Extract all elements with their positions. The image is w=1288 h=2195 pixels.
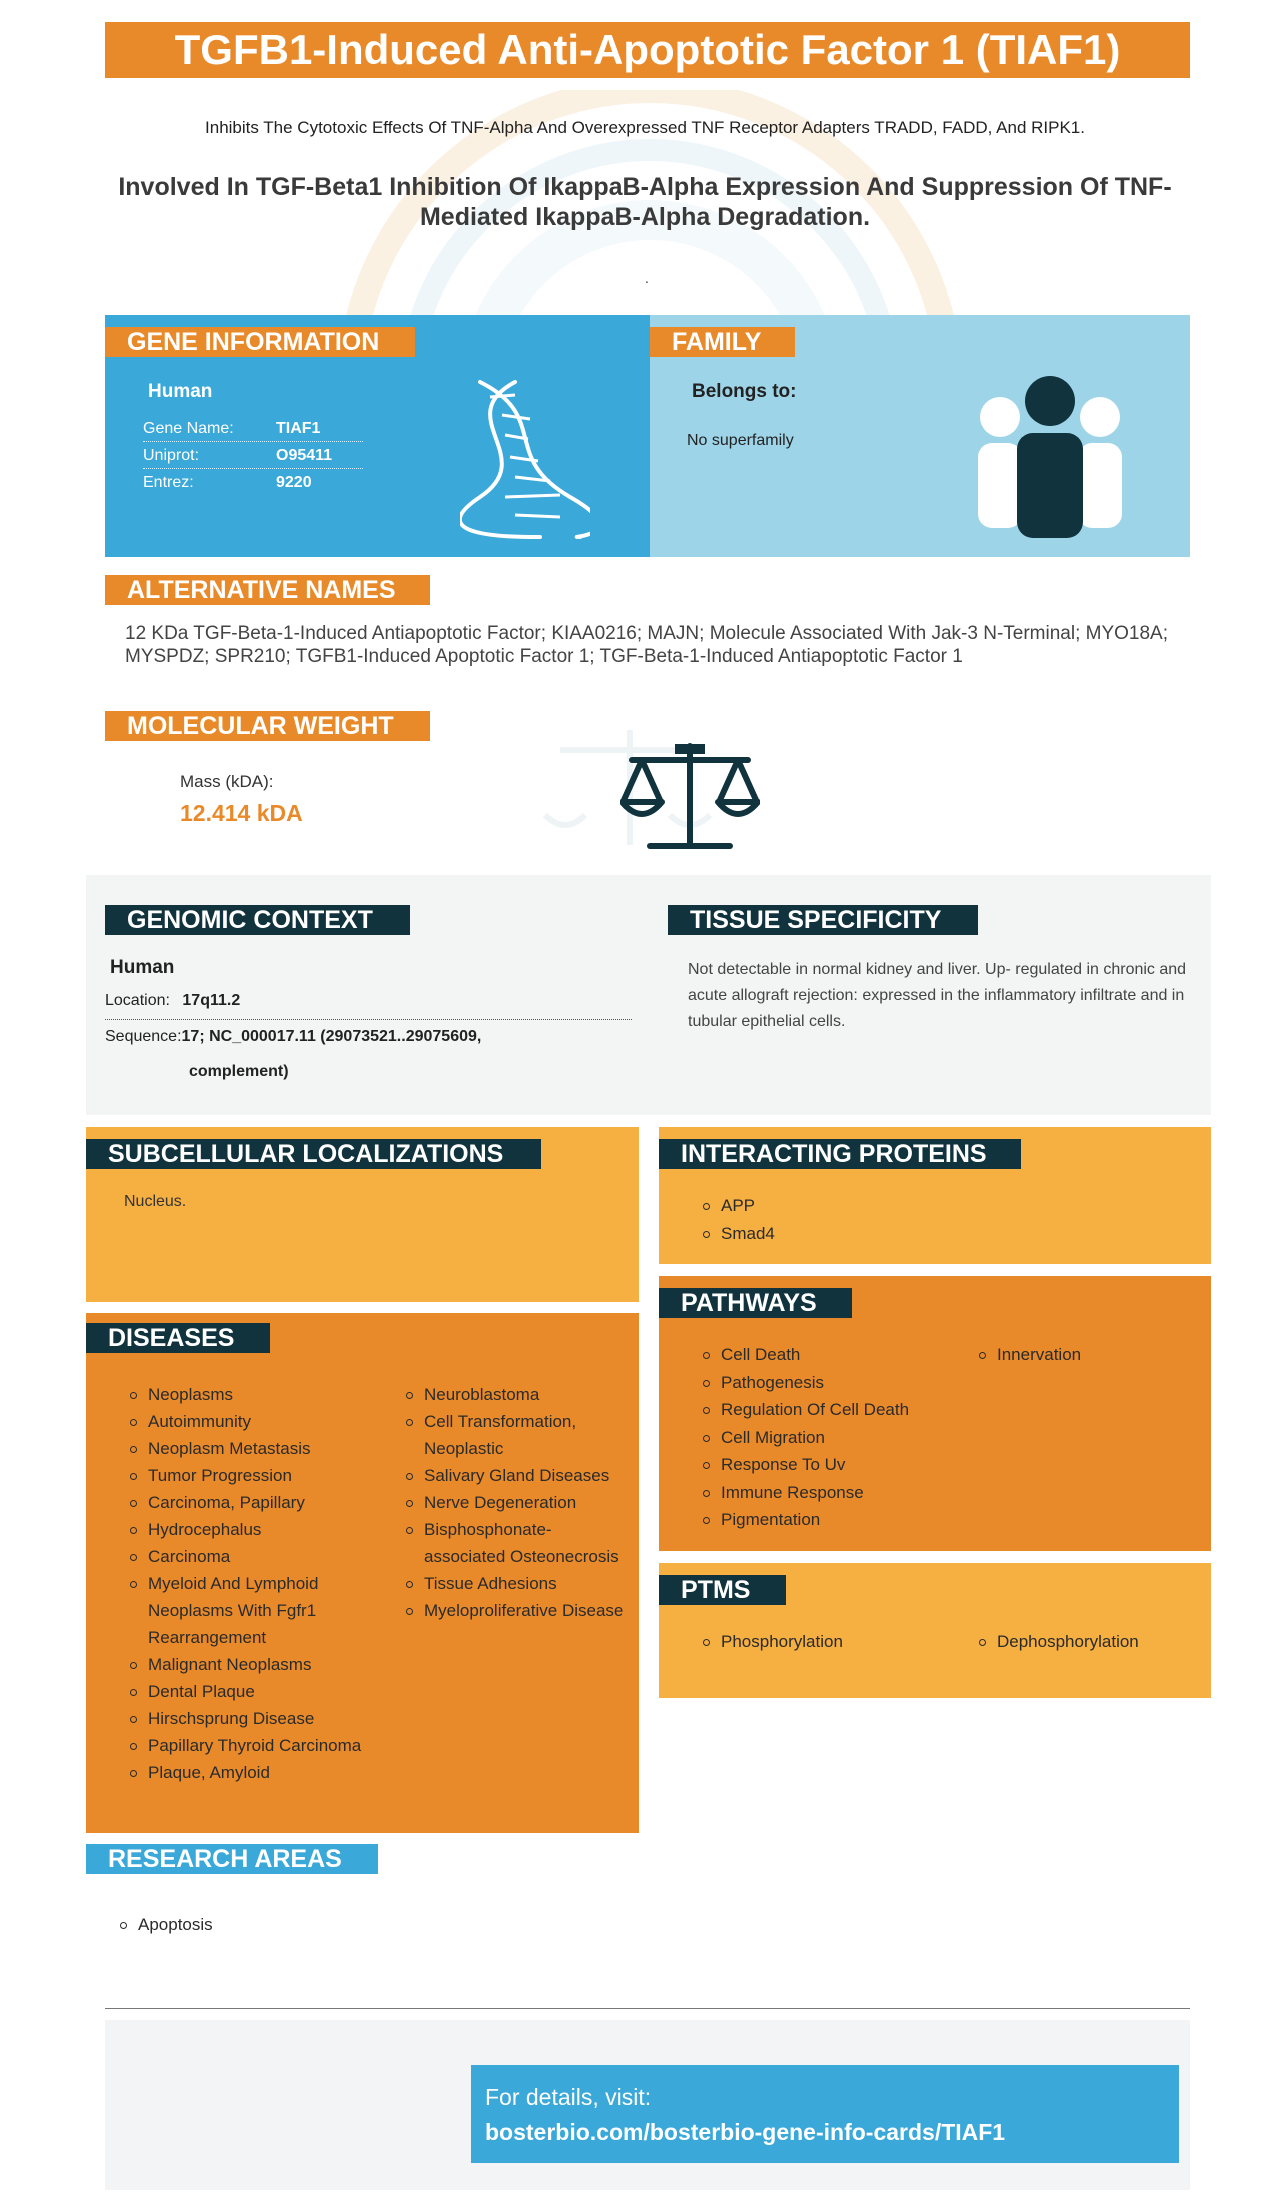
mw-heading: MOLECULAR WEIGHT <box>105 711 430 741</box>
pathways-list-col1 <box>703 1341 909 1534</box>
list-item: Myeloid And Lymphoid Neoplasms With Fgfr1 Rearrangement <box>130 1570 370 1651</box>
list-item: Response To Uv <box>703 1451 909 1479</box>
genomic-location-row <box>105 992 240 1010</box>
gene-info-row <box>143 442 363 469</box>
family-belongs-label: Belongs to: <box>692 381 797 402</box>
list-item: Plaque, Amyloid <box>130 1759 370 1786</box>
ptms-list-col2 <box>979 1628 1139 1656</box>
family-heading: FAMILY <box>650 327 795 357</box>
list-item: Autoimmunity <box>130 1408 370 1435</box>
alt-names-text: 12 KDa TGF-Beta-1-Induced Antiapoptotic Factor; KIAA0216; MAJN; Molecule Associated With Jak-3 N-Terminal; MYO18A; MYSPDZ; SPR210; TGFB1-Induced Apoptotic Factor 1; TGF-Beta-1-Induced Antiapoptotic Factor 1 <box>125 623 1168 667</box>
page-subtitle: Inhibits The Cytotoxic Effects Of TNF-Alpha And Overexpressed TNF Receptor Adapters TRADD, FADD, And RIPK1. <box>205 118 1085 137</box>
gene-species: Human <box>148 381 213 402</box>
interacting-proteins-panel <box>659 1127 1211 1264</box>
list-item: Pigmentation <box>703 1506 909 1534</box>
subcellular-text: Nucleus. <box>124 1193 187 1210</box>
interacting-list <box>703 1192 775 1247</box>
people-icon <box>975 375 1125 545</box>
ptms-heading: PTMS <box>659 1575 786 1605</box>
entrez-value: 9220 <box>276 474 312 491</box>
entrez-label: Entrez: <box>143 474 194 491</box>
genomic-divider <box>105 1019 632 1020</box>
pathways-heading: PATHWAYS <box>659 1288 852 1318</box>
page-title: TGFB1-Induced Anti-Apoptotic Factor 1 (TIAF1) <box>105 22 1190 78</box>
interacting-heading: INTERACTING PROTEINS <box>659 1139 1021 1169</box>
list-item: Regulation Of Cell Death <box>703 1396 909 1424</box>
footer-link-box[interactable] <box>471 2065 1179 2163</box>
gene-info-heading: GENE INFORMATION <box>105 327 415 357</box>
list-item: Carcinoma, Papillary <box>130 1489 370 1516</box>
dot-text: . <box>645 270 649 286</box>
tissue-heading: TISSUE SPECIFICITY <box>668 905 978 935</box>
genomic-sequence-row <box>105 1028 481 1046</box>
footer-link[interactable]: bosterbio.com/bosterbio-gene-info-cards/TIAF1 <box>485 2119 1006 2145</box>
list-item: Immune Response <box>703 1479 909 1507</box>
diseases-list-col2 <box>406 1381 631 1624</box>
pathways-panel <box>659 1276 1211 1551</box>
list-item: Tumor Progression <box>130 1462 370 1489</box>
diseases-panel <box>86 1313 639 1833</box>
uniprot-label: Uniprot: <box>143 447 200 464</box>
footer-divider <box>105 2008 1190 2009</box>
location-label: Location: <box>105 992 170 1009</box>
list-item: Myeloproliferative Disease <box>406 1597 631 1624</box>
list-item: Cell Transformation, Neoplastic <box>406 1408 631 1462</box>
list-item: Hirschsprung Disease <box>130 1705 370 1732</box>
list-item: Dental Plaque <box>130 1678 370 1705</box>
gene-info-row <box>143 415 363 442</box>
pathways-list-col2 <box>979 1341 1081 1369</box>
list-item: Smad4 <box>703 1220 775 1248</box>
tissue-text: Not detectable in normal kidney and liver. Up- regulated in chronic and acute allograft rejection: expressed in the inflammatory infiltrate and in tubular epithelial cells. <box>688 961 1187 1030</box>
list-item: Cell Migration <box>703 1424 909 1452</box>
list-item: Apoptosis <box>120 1911 213 1939</box>
location-value: 17q11.2 <box>182 992 241 1009</box>
research-areas-list <box>120 1911 213 1939</box>
subcellular-panel <box>86 1127 639 1302</box>
sequence-value: 17; NC_000017.11 (29073521..29075609, <box>181 1028 482 1045</box>
family-panel <box>650 315 1190 557</box>
sequence-value-cont: complement) <box>189 1063 289 1080</box>
family-value: No superfamily <box>687 432 794 449</box>
list-item: Hydrocephalus <box>130 1516 370 1543</box>
list-item: Papillary Thyroid Carcinoma <box>130 1732 370 1759</box>
mw-label: Mass (kDA): <box>180 772 274 791</box>
sequence-label: Sequence: <box>105 1028 182 1045</box>
scale-icon <box>620 738 760 856</box>
gene-name-label: Gene Name: <box>143 420 234 437</box>
mw-value: 12.414 kDA <box>180 800 303 826</box>
list-item: Neuroblastoma <box>406 1381 631 1408</box>
gene-info-panel <box>105 315 650 557</box>
list-item: Neoplasms <box>130 1381 370 1408</box>
footer-visit-label: For details, visit: <box>485 2084 652 2110</box>
diseases-list-col1 <box>130 1381 370 1786</box>
gene-info-table <box>143 415 363 496</box>
subcellular-heading: SUBCELLULAR LOCALIZATIONS <box>86 1139 541 1169</box>
research-areas-heading: RESEARCH AREAS <box>86 1844 378 1874</box>
dna-icon <box>460 377 590 542</box>
genomic-context-heading: GENOMIC CONTEXT <box>105 905 410 935</box>
uniprot-value: O95411 <box>276 447 333 464</box>
ptms-panel <box>659 1563 1211 1698</box>
alt-names-heading: ALTERNATIVE NAMES <box>105 575 430 605</box>
list-item: Carcinoma <box>130 1543 370 1570</box>
list-item: Malignant Neoplasms <box>130 1651 370 1678</box>
list-item: Pathogenesis <box>703 1369 909 1397</box>
genomic-tissue-panel <box>86 875 1211 1115</box>
list-item: Bisphosphonate-associated Osteonecrosis <box>406 1516 631 1570</box>
gene-info-row <box>143 469 363 496</box>
list-item: Neoplasm Metastasis <box>130 1435 370 1462</box>
page-headline: Involved In TGF-Beta1 Inhibition Of IkappaB-Alpha Expression And Suppression Of TNF-Mediated IkappaB-Alpha Degradation. <box>118 173 1172 231</box>
ptms-list-col1 <box>703 1628 843 1656</box>
list-item: Cell Death <box>703 1341 909 1369</box>
list-item: Nerve Degeneration <box>406 1489 631 1516</box>
list-item: APP <box>703 1192 775 1220</box>
list-item: Dephosphorylation <box>979 1628 1139 1656</box>
list-item: Phosphorylation <box>703 1628 843 1656</box>
list-item: Tissue Adhesions <box>406 1570 631 1597</box>
list-item: Salivary Gland Diseases <box>406 1462 631 1489</box>
gene-name-value: TIAF1 <box>276 420 321 437</box>
list-item: Innervation <box>979 1341 1081 1369</box>
diseases-heading: DISEASES <box>86 1323 270 1353</box>
genomic-species: Human <box>110 957 175 978</box>
